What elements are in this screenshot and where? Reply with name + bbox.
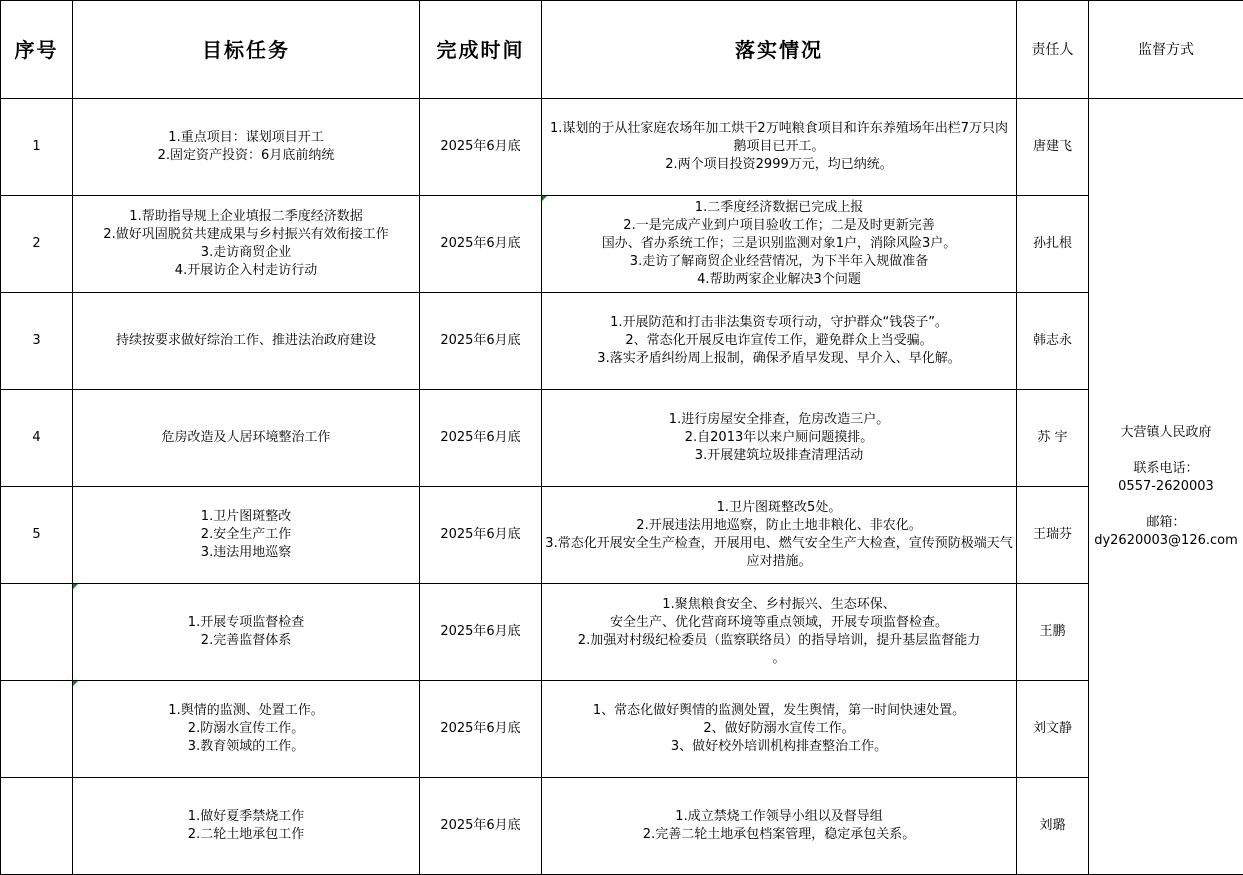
cell-task: 1.重点项目：谋划项目开工 2.固定资产投资：6月底前纳统 — [73, 99, 420, 196]
cell-owner: 刘璐 — [1017, 778, 1089, 875]
cell-task-text: 1.舆情的监测、处置工作。 2.防溺水宣传工作。 3.教育领域的工作。 — [168, 703, 324, 754]
cell-owner: 苏 宇 — [1017, 390, 1089, 487]
cell-status: 1、常态化做好舆情的监测处置，发生舆情，第一时间快速处置。 2、做好防溺水宣传工作。 3、做好校外培训机构排查整治工作。 — [542, 681, 1017, 778]
cell-supervision — [1089, 99, 1243, 875]
cell-deadline: 2025年6月底 — [420, 584, 542, 681]
cell-deadline: 2025年6月底 — [420, 390, 542, 487]
cell-task: 1.做好夏季禁烧工作 2.二轮土地承包工作 — [73, 778, 420, 875]
cell-task: 1.帮助指导规上企业填报二季度经济数据 2.做好巩固脱贫共建成果与乡村振兴有效衔接工作 3.走访商贸企业 4.开展访企入村走访行动 — [73, 196, 420, 293]
table-row — [1, 196, 1243, 293]
cell-deadline: 2025年6月底 — [420, 99, 542, 196]
cell-task: 持续按要求做好综治工作、推进法治政府建设 — [73, 293, 420, 390]
cell-status — [542, 196, 1017, 293]
cell-seq — [1, 681, 73, 778]
table-row — [1, 584, 1243, 681]
table-row — [1, 99, 1243, 196]
header-status: 落实情况 — [542, 1, 1017, 99]
cell-owner: 韩志永 — [1017, 293, 1089, 390]
cell-status: 1.谋划的于从壮家庭农场年加工烘干2万吨粮食项目和许东养殖场年出栏7万只肉鹅项目已开工。 2.两个项目投资2999万元，均已纳统。 — [542, 99, 1017, 196]
cell-status: 1.开展防范和打击非法集资专项行动，守护群众“钱袋子”。 2、常态化开展反电诈宣传工作，避免群众上当受骗。 3.落实矛盾纠纷周上报制，确保矛盾早发现、早介入、早化解。 — [542, 293, 1017, 390]
cell-task — [73, 584, 420, 681]
comment-flag-icon — [73, 584, 78, 589]
header-supervision: 监督方式 — [1089, 1, 1243, 99]
table-row — [1, 681, 1243, 778]
cell-owner: 王鹏 — [1017, 584, 1089, 681]
cell-status: 1.卫片图斑整改5处。 2.开展违法用地巡察，防止土地非粮化、非农化。 3.常态化开展安全生产检查，开展用电、燃气安全生产大检查，宣传预防极端天气应对措施。 — [542, 487, 1017, 584]
cell-status: 1.聚焦粮食安全、乡村振兴、生态环保、 安全生产、优化营商环境等重点领域，开展专项监督检查。 2.加强对村级纪检委员（监察联络员）的指导培训，提升基层监督能力 。 — [542, 584, 1017, 681]
cell-seq: 5 — [1, 487, 73, 584]
cell-owner: 刘文静 — [1017, 681, 1089, 778]
cell-status: 1.进行房屋安全排查，危房改造三户。 2.自2013年以来户厕问题摸排。 3.开展建筑垃圾排查清理活动 — [542, 390, 1017, 487]
supervision-phone-label: 联系电话： — [1133, 460, 1199, 476]
supervision-email-label: 邮箱： — [1146, 514, 1186, 530]
cell-owner: 唐建飞 — [1017, 99, 1089, 196]
cell-status-text: 1.二季度经济数据已完成上报 2.一是完成产业到户项目验收工作；二是及时更新完善 国办、省办系统工作；三是识别监测对象1户，消除风险3户。 3.走访了解商贸企业经营情况，为下半年入规做准备 4.帮助两家企业解决3个问题 — [601, 200, 957, 287]
header-task: 目标任务 — [73, 1, 420, 99]
table-row — [1, 390, 1243, 487]
table-row — [1, 778, 1243, 875]
cell-owner: 王瑞芬 — [1017, 487, 1089, 584]
cell-owner: 孙扎根 — [1017, 196, 1089, 293]
cell-status: 1.成立禁烧工作领导小组以及督导组 2.完善二轮土地承包档案管理，稳定承包关系。 — [542, 778, 1017, 875]
cell-task: 危房改造及人居环境整治工作 — [73, 390, 420, 487]
cell-task — [73, 681, 420, 778]
table-row — [1, 293, 1243, 390]
comment-flag-icon — [542, 196, 547, 201]
cell-seq: 2 — [1, 196, 73, 293]
cell-task: 1.卫片图斑整改 2.安全生产工作 3.违法用地巡察 — [73, 487, 420, 584]
cell-deadline: 2025年6月底 — [420, 778, 542, 875]
cell-deadline: 2025年6月底 — [420, 293, 542, 390]
supervision-phone: 0557-2620003 — [1118, 478, 1214, 494]
cell-seq: 1 — [1, 99, 73, 196]
header-seq: 序号 — [1, 1, 73, 99]
cell-deadline: 2025年6月底 — [420, 487, 542, 584]
header-deadline: 完成时间 — [420, 1, 542, 99]
comment-flag-icon — [73, 681, 78, 686]
cell-seq — [1, 584, 73, 681]
cell-seq: 3 — [1, 293, 73, 390]
table-row — [1, 487, 1243, 584]
header-owner: 责任人 — [1017, 1, 1089, 99]
cell-seq: 4 — [1, 390, 73, 487]
cell-deadline: 2025年6月底 — [420, 681, 542, 778]
cell-deadline: 2025年6月底 — [420, 196, 542, 293]
supervision-email: dy2620003@126.com — [1094, 532, 1238, 548]
header-row — [1, 1, 1243, 99]
cell-task-text: 1.开展专项监督检查 2.完善监督体系 — [187, 615, 305, 648]
supervision-org: 大营镇人民政府 — [1120, 424, 1212, 440]
cell-seq — [1, 778, 73, 875]
